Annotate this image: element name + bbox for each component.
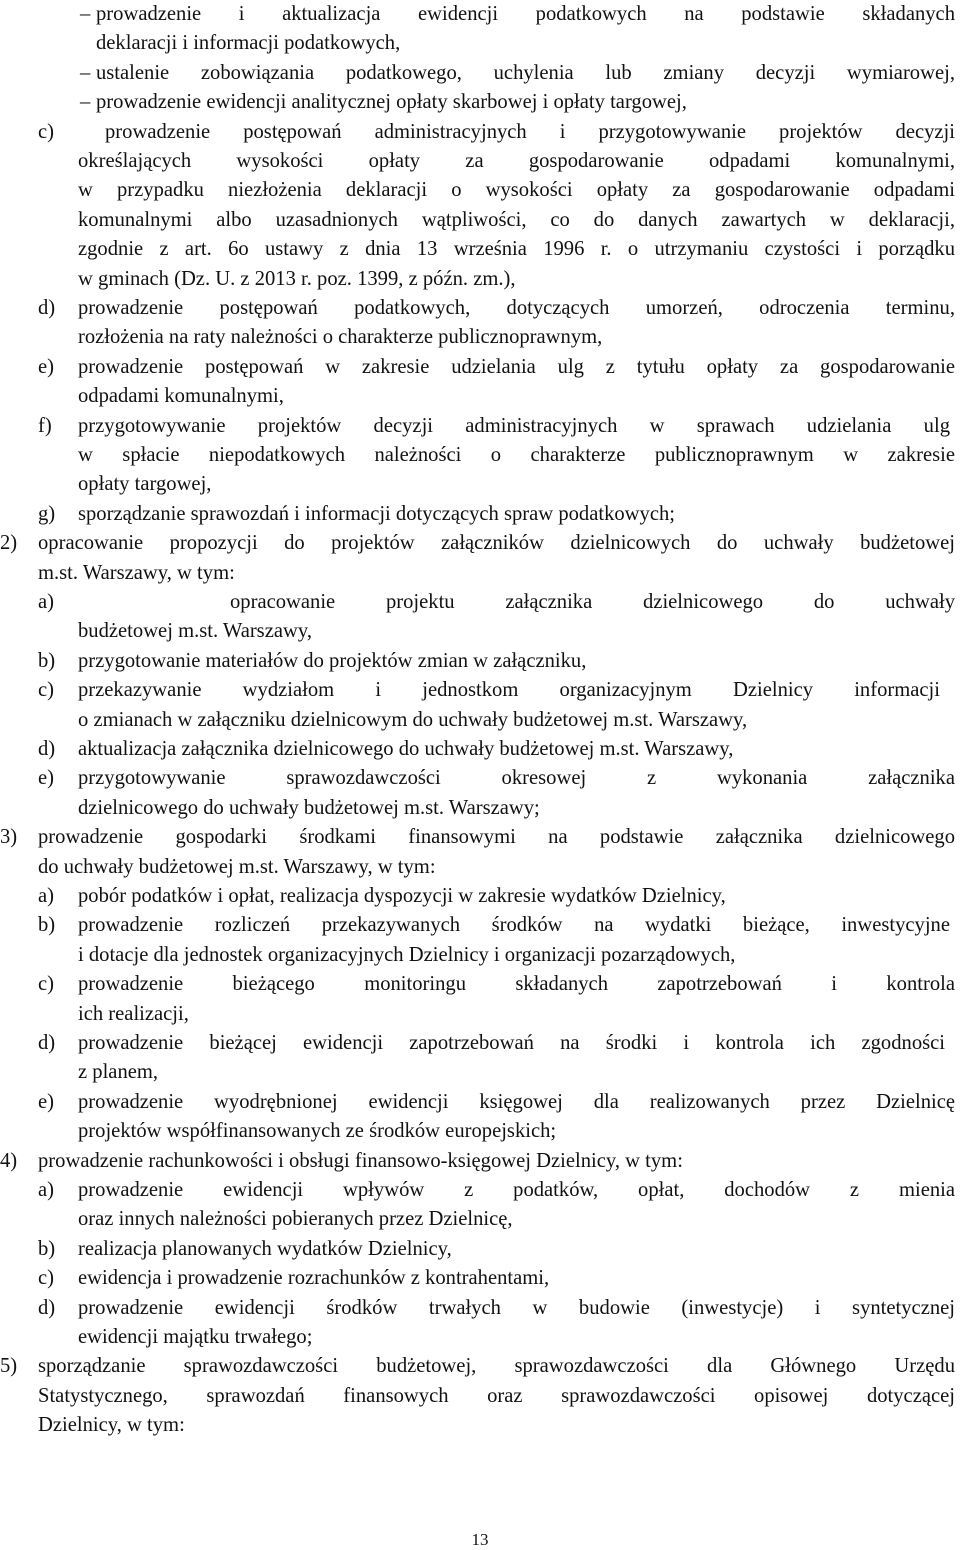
text-line [0,382,960,411]
text-line [0,323,960,352]
line-text: dzielnicowego do uchwały budżetowej m.st. Warszawy; [78,796,540,819]
text-line [0,647,960,676]
text-line [0,882,960,911]
line-text: ewidencja i prowadzenie rozrachunków z kontrahentami, [78,1267,550,1290]
text-line [0,823,960,852]
text-line [0,559,960,588]
text-line [0,235,960,264]
line-text: rozłożenia na raty należności o charakterze publicznoprawnym, [78,326,603,349]
line-text: z planem, [78,1061,159,1084]
line-text: pobór podatków i opłat, realizacja dyspozycji w zakresie wydatków Dzielnicy, [78,885,726,907]
list-marker: e) [38,767,54,790]
list-marker: a) [38,885,54,907]
list-marker: d) [38,297,56,319]
text-line [0,412,960,441]
line-text: budżetowej m.st. Warszawy, [78,620,312,643]
line-text: i dotacje dla jednostek organizacyjnych Dzielnicy i organizacji pozarządowych, [78,943,736,966]
list-marker: d) [38,1032,56,1054]
text-line [0,176,960,205]
line-text: ewidencji majątku trwałego; [78,1326,313,1348]
text-line [0,1205,960,1234]
text-line [0,1411,960,1440]
line-text: ich realizacji, [78,1002,189,1025]
text-line [0,118,960,147]
list-marker: 5) [0,1355,18,1378]
text-line [0,676,960,705]
line-text: opłaty targowej, [78,473,212,496]
line-text: w przypadku niezłożenia deklaracji o wysokości opłaty za gospodarowanie odpadami [78,179,955,202]
line-text: opracowanie propozycji do projektów załączników dzielnicowych do uchwały budżetowej [38,532,955,555]
line-text: przekazywanie wydziałom i jednostkom organizacyjnym Dzielnicy informacji [78,679,940,702]
text-line [0,206,960,235]
line-text: prowadzenie ewidencji środków trwałych w budowie (inwestycje) i syntetycznej [78,1296,955,1319]
list-marker: 3) [0,826,18,849]
line-text: prowadzenie postępowań w zakresie udzielania ulg z tytułu opłaty za gospodarowanie [78,355,955,378]
list-marker: a) [38,591,54,613]
list-marker: 4) [0,1149,18,1172]
line-text: o zmianach w załączniku dzielnicowym do uchwały budżetowej m.st. Warszawy, [78,708,748,731]
text-line [0,470,960,499]
line-text: przygotowywanie sprawozdawczości okresowej z wykonania załącznika [78,767,955,790]
list-marker: b) [38,1237,56,1260]
text-line [0,706,960,735]
line-text: aktualizacja załącznika dzielnicowego do uchwały budżetowej m.st. Warszawy, [78,738,734,760]
list-marker: e) [38,355,54,378]
line-text: prowadzenie wyodrębnionej ewidencji księgowej dla realizowanych przez Dzielnicę [78,1090,955,1113]
text-line [0,1000,960,1029]
text-line [0,941,960,970]
list-marker: b) [38,649,56,672]
list-marker: c) [38,120,54,143]
list-marker: b) [38,914,56,937]
list-marker: g) [38,502,56,525]
page-number: 13 [471,1530,489,1549]
line-text: prowadzenie postępowań administracyjnych i przygotowywanie projektów decyzji [105,120,955,143]
line-text: Dzielnicy, w tym: [38,1414,185,1437]
text-line [0,1323,960,1352]
text-line [0,1235,960,1264]
line-text: oraz innych należności pobieranych przez Dzielnicę, [78,1208,513,1231]
line-text: prowadzenie ewidencji analitycznej opłaty skarbowej i opłaty targowej, [96,91,687,114]
line-text: prowadzenie rozliczeń przekazywanych środków na wydatki bieżące, inwestycyjne [78,914,950,937]
text-line [0,500,960,529]
list-marker: e) [38,1090,54,1113]
text-line [0,88,960,117]
line-text: w spłacie niepodatkowych należności o charakterze publicznoprawnym w zakresie [78,444,955,466]
line-text: prowadzenie postępowań podatkowych, dotyczących umorzeń, odroczenia terminu, [78,297,955,319]
line-text: zgodnie z art. 6o ustawy z dnia 13 września 1996 r. o utrzymaniu czystości i porządku [78,238,955,261]
line-text: ustalenie zobowiązania podatkowego, uchylenia lub zmiany decyzji wymiarowej, [96,61,955,84]
text-line [0,911,960,940]
line-text: projektów współfinansowanych ze środków europejskich; [78,1120,557,1143]
list-marker: c) [38,973,54,996]
line-text: przygotowanie materiałów do projektów zmian w załączniku, [78,649,587,672]
line-text: w gminach (Dz. U. z 2013 r. poz. 1399, z późn. zm.), [78,267,516,290]
text-line [0,794,960,823]
list-marker: d) [38,738,56,760]
text-line [0,970,960,999]
text-line [0,853,960,882]
text-line [0,265,960,294]
text-line [0,294,960,323]
line-text: prowadzenie bieżącego monitoringu składanych zapotrzebowań i kontrola [78,973,955,996]
line-text: do uchwały budżetowej m.st. Warszawy, w tym: [38,855,436,878]
text-line [0,1088,960,1117]
text-line [0,0,960,29]
line-text: prowadzenie gospodarki środkami finansowymi na podstawie załącznika dzielnicowego [38,826,955,849]
line-text: Statystycznego, sprawozdań finansowych oraz sprawozdawczości opisowej dotyczącej [38,1384,955,1407]
line-text: określających wysokości opłaty za gospodarowanie odpadami komunalnymi, [78,150,955,172]
line-text: realizacja planowanych wydatków Dzielnicy, [78,1237,452,1260]
text-line [0,735,960,764]
text-line [0,1147,960,1176]
text-line [0,1176,960,1205]
list-marker: – [80,3,91,25]
text-line [0,441,960,470]
list-marker: – [80,91,91,114]
text-line [0,529,960,558]
line-text: sporządzanie sprawozdań i informacji dotyczących spraw podatkowych; [78,502,675,525]
line-text: deklaracji i informacji podatkowych, [96,32,401,55]
list-marker: – [80,61,91,84]
list-marker: a) [38,1179,54,1201]
text-line [0,1029,960,1058]
text-line [0,764,960,793]
text-line [0,588,960,617]
text-line [0,1382,960,1411]
text-line [0,1352,960,1381]
text-line [0,59,960,88]
line-text: prowadzenie i aktualizacja ewidencji podatkowych na podstawie składanych [96,3,955,25]
list-marker: c) [38,679,54,702]
text-line [0,617,960,646]
list-marker: 2) [0,532,18,555]
line-text: odpadami komunalnymi, [78,385,284,408]
text-line [0,1117,960,1146]
line-text: komunalnymi albo uzasadnionych wątpliwości, co do danych zawartych w deklaracji, [78,208,955,231]
list-marker: c) [38,1267,54,1290]
list-marker: d) [38,1296,56,1319]
list-marker: f) [38,414,52,437]
line-text: m.st. Warszawy, w tym: [38,561,235,584]
text-line [0,147,960,176]
line-text: sporządzanie sprawozdawczości budżetowej, sprawozdawczości dla Głównego Urzędu [38,1355,955,1378]
text-line [0,1058,960,1087]
line-text: prowadzenie bieżącej ewidencji zapotrzebowań na środki i kontrola ich zgodności [78,1032,945,1054]
line-text: opracowanie projektu załącznika dzielnicowego do uchwały [230,591,955,613]
text-line [0,1294,960,1323]
text-line [0,29,960,58]
text-line [0,353,960,382]
line-text: prowadzenie ewidencji wpływów z podatków, opłat, dochodów z mienia [78,1179,955,1201]
text-line [0,1264,960,1293]
line-text: przygotowywanie projektów decyzji administracyjnych w sprawach udzielania ulg [78,414,950,437]
line-text: prowadzenie rachunkowości i obsługi finansowo-księgowej Dzielnicy, w tym: [38,1149,683,1172]
